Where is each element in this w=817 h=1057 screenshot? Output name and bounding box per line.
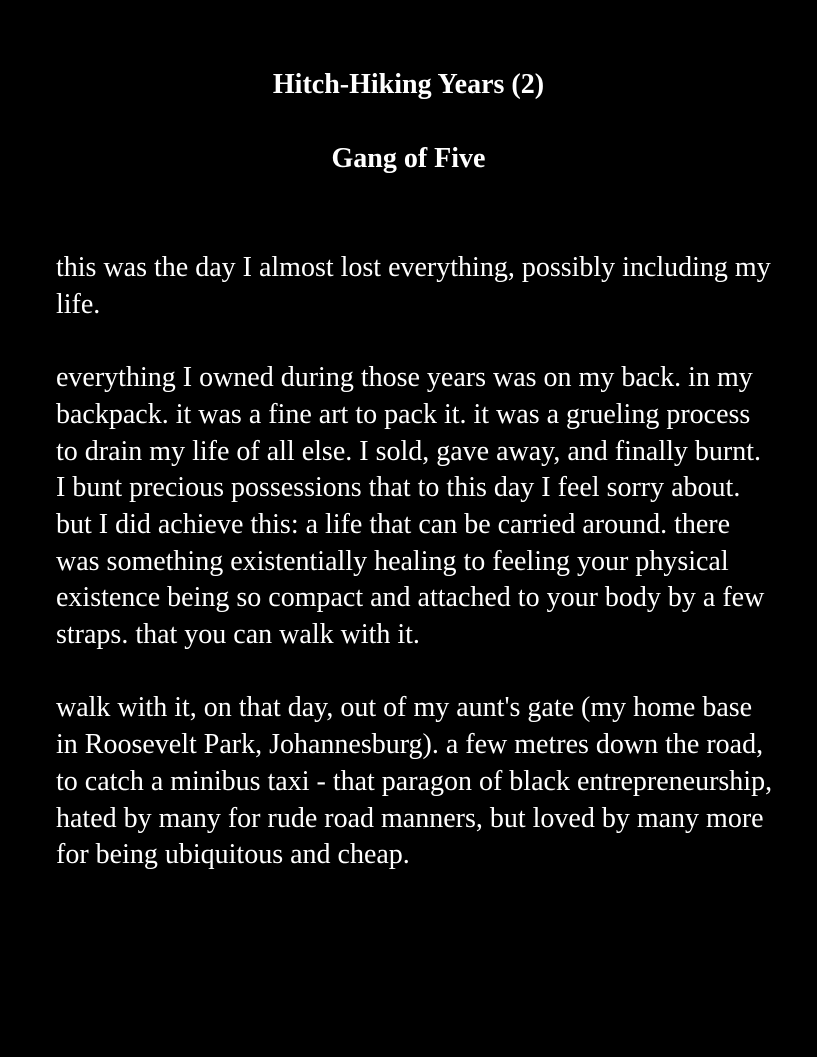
document-title: Hitch-Hiking Years (2) (272, 69, 545, 100)
paragraph-2: everything I owned during those years was on my back. in my backpack. it was a fine art to pack it. it was a grueling process to drain my life of all else. I sold, gave away, and finally burnt. I bunt precious possessions that to this day I feel sorry about. but I did achieve this: a life that can be carried around. there was something existentially healing to feeling your physical existence being so compact and attached to your body by a few straps. that you can walk with it. (56, 362, 765, 651)
paragraph-1: this was the day I almost lost everything, possibly including my life. (56, 252, 771, 320)
document-subtitle: Gang of Five (331, 143, 486, 174)
document-body (56, 250, 776, 911)
paragraph-3: walk with it, on that day, out of my aunt's gate (my home base in Roosevelt Park, Johannesburg). a few metres down the road, to catch a minibus taxi - that paragon of black entrepreneurship, hated by many for rude road manners, but loved by many more for being ubiquitous and cheap. (56, 692, 773, 871)
